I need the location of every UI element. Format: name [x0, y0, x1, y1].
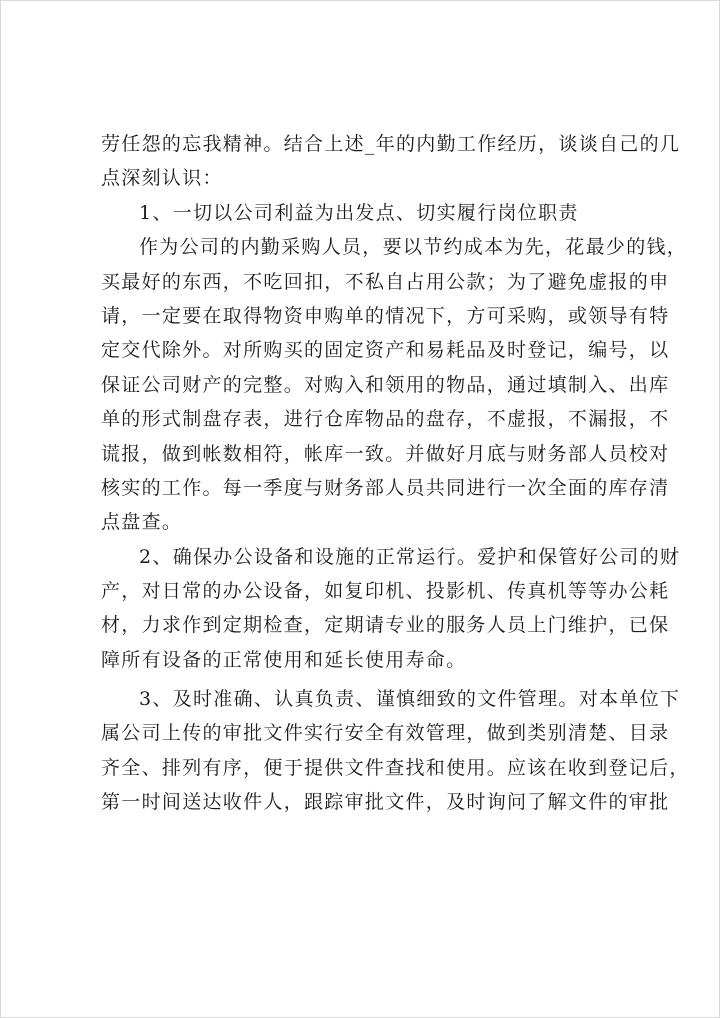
- text-line: 作为公司的内勤采购人员，要以节约成本为先，花最少的钱，: [139, 236, 688, 259]
- text-line: 保证公司财产的完整。对购入和领用的物品，通过填制入、出库: [101, 373, 670, 396]
- text-line: 单的形式制盘存表，进行仓库物品的盘存，不虚报，不漏报，不: [101, 408, 670, 431]
- text-line: 劳任怨的忘我精神。结合上述_年的内勤工作经历，谈谈自己的几: [101, 133, 681, 155]
- text-line: 产，对日常的办公设备，如复印机、投影机、传真机等等办公耗: [101, 580, 670, 603]
- text-line: 属公司上传的审批文件实行安全有效管理，做到类别清楚、目录: [101, 722, 670, 745]
- text-line: 点盘查。: [101, 511, 183, 534]
- text-line: 定交代除外。对所购买的固定资产和易耗品及时登记，编号，以: [101, 339, 670, 362]
- document-body: [101, 127, 690, 819]
- text-line: 障所有设备的正常使用和延长使用寿命。: [101, 648, 467, 671]
- text-line: 点深刻认识：: [101, 167, 223, 190]
- paragraph-start: 3、及时准确、认真负责、谨慎细致的文件管理。对本单位下: [139, 687, 681, 710]
- text-line: 谎报，做到帐数相符，帐库一致。并做好月底与财务部人员校对: [101, 442, 670, 465]
- text-line: 齐全、排列有序，便于提供文件查找和使用。应该在收到登记后，: [101, 756, 690, 779]
- text-line: 核实的工作。每一季度与财务部人员共同进行一次全面的库存清: [101, 476, 670, 499]
- text-line: 材，力求作到定期检查，定期请专业的服务人员上门维护，已保: [101, 614, 670, 637]
- text-line: 请，一定要在取得物资申购单的情况下，方可采购，或领导有特: [101, 304, 670, 327]
- text-line: 第一时间送达收件人，跟踪审批文件，及时询问了解文件的审批: [101, 790, 670, 813]
- section-heading: 1、一切以公司利益为出发点、切实履行岗位职责: [139, 201, 579, 224]
- paragraph-start: 2、确保办公设备和设施的正常运行。爱护和保管好公司的财: [139, 545, 681, 568]
- text-line: 买最好的东西，不吃回扣，不私自占用公款；为了避免虚报的申: [101, 270, 670, 293]
